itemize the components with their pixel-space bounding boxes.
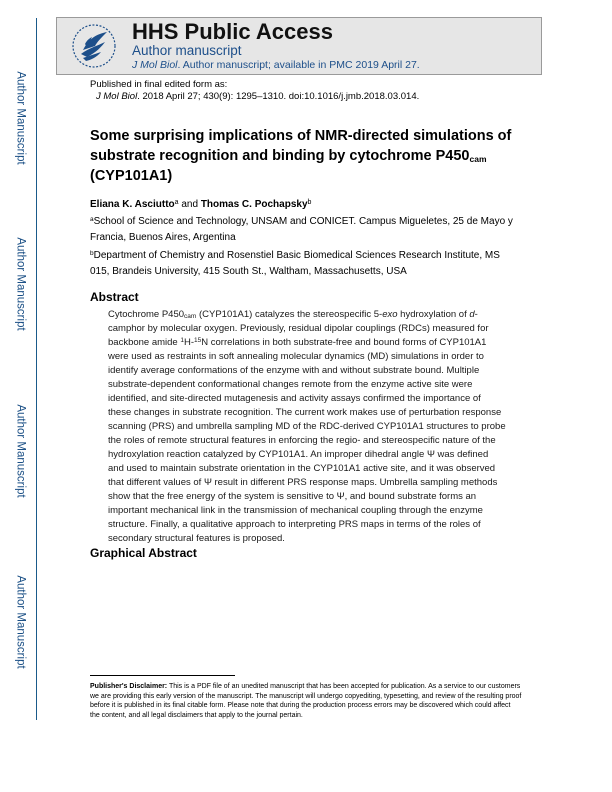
- abstract-text: Cytochrome P450: [108, 309, 185, 320]
- manuscript-type: Author manuscript: [132, 43, 242, 58]
- affiliation-mark: a: [90, 216, 94, 223]
- abstract-heading: Abstract: [90, 290, 139, 304]
- disclaimer-text: This is a PDF file of an unedited manuscript that has been accepted for publication. As a service to our customers we are providing this early version of the manuscript. The manuscript will undergo copyediting, typesetting, and review of the resulting proof before it is published in its final citable form. Please note that during the production process errors may be discovered which could affect the content, and all legal disclaimers that apply to the journal pertain.: [90, 683, 522, 719]
- citation-line: [96, 91, 419, 102]
- hhs-title: HHS Public Access: [132, 19, 333, 44]
- author-affil-mark: b: [307, 199, 312, 206]
- author-affil-mark: a: [174, 199, 179, 206]
- abstract-text: N correlations in both substrate-free and bound forms of CYP101A1 were used as restraints in soft annealing molecular dynamics (MD) simulations in order to identify average conformations of the enzyme with and without substrate bound. Multiple substrate-dependent conformational changes remote from the enzyme active site were identified, and site-directed mutagenesis and activity assays confirmed the importance of these changes in substrate recognition. The current work makes use of perturbation response scanning (PRS) and umbrella sampling MD of the RDC-derived CYP101A1 structures to probe the roles of remote structural features in enforcing the regio- and stereospecific nature of the hydroxylation reaction catalyzed by CYP101A1. An improper dihedral angle Ψ was defined and used to maintain substrate orientation in the CYP101A1 active site, and it was observed that different values of Ψ result in different PRS response maps. Umbrella sampling methods show that the free energy of the system is sensitive to Ψ, and bound substrate forms an important mechanical link in the transmission of mechanical coupling through the enzyme structure. Finally, a qualitative approach to interpreting PRS maps in terms of the roles of secondary structural features is proposed.: [108, 337, 506, 544]
- affiliation: [90, 248, 522, 279]
- abstract-text: H-: [183, 337, 195, 348]
- author-manuscript-text: Author Manuscript: [15, 575, 28, 669]
- hhs-eagle-logo-icon: [59, 20, 129, 72]
- abstract-italic: d: [469, 309, 475, 320]
- title-subscript: cam: [469, 154, 487, 164]
- author-manuscript-label: [13, 381, 29, 521]
- author-name: Thomas C. Pochapsky: [200, 199, 308, 210]
- abstract-text: (CYP101A1) catalyzes the stereospecific 5-: [196, 309, 383, 320]
- journal-name: J Mol Biol: [132, 59, 178, 71]
- margin-rule: [36, 18, 37, 720]
- author-manuscript-text: Author Manuscript: [15, 404, 28, 498]
- author-manuscript-text: Author Manuscript: [15, 71, 28, 165]
- graphical-abstract-heading: Graphical Abstract: [90, 546, 197, 560]
- author-joiner: and: [178, 199, 201, 210]
- author-manuscript-label: [13, 552, 29, 692]
- abstract-body: [108, 308, 506, 546]
- abstract-text: -camphor by molecular oxygen. Previously, residual dipolar couplings (RDCs) measured for backbone amide: [108, 309, 489, 348]
- publisher-disclaimer: [90, 682, 522, 720]
- affiliation-text: School of Science and Technology, UNSAM and CONICET. Campus Migueletes, 25 de Mayo y Francia, Buenos Aires, Argentina: [90, 216, 513, 243]
- affiliation: [90, 214, 522, 245]
- author-list: [90, 199, 311, 210]
- affiliation-text: Department of Chemistry and Rosenstiel Basic Biomedical Sciences Research Institute, MS 015, Brandeis University, 415 South St., Waltham, Massachusetts, USA: [90, 250, 500, 277]
- title-main: Some surprising implications of NMR-directed simulations of substrate recognition and binding by cytochrome P450: [90, 128, 512, 164]
- affiliation-mark: b: [90, 250, 94, 257]
- abstract-superscript: 1: [180, 337, 184, 344]
- author-manuscript-text: Author Manuscript: [15, 237, 28, 331]
- citation-details: . 2018 April 27; 430(9): 1295–1310. doi:10.1016/j.jmb.2018.03.014.: [137, 91, 420, 102]
- abstract-subscript: cam: [184, 313, 197, 320]
- author-manuscript-label: [13, 214, 29, 354]
- author-name: Eliana K. Asciutto: [90, 199, 175, 210]
- availability-line: [132, 59, 420, 71]
- citation-journal: J Mol Biol: [96, 91, 138, 102]
- published-label: Published in final edited form as:: [90, 79, 228, 90]
- title-end: (CYP101A1): [90, 168, 173, 184]
- availability-text: . Author manuscript; available in PMC 2019 April 27.: [177, 59, 420, 71]
- author-manuscript-label: [13, 48, 29, 188]
- hhs-public-access-banner: [56, 17, 542, 75]
- disclaimer-label: Publisher's Disclaimer:: [90, 683, 168, 690]
- footnote-rule: [90, 675, 235, 676]
- article-title: [90, 126, 530, 186]
- abstract-text: hydroxylation of: [397, 309, 470, 320]
- abstract-superscript: 15: [194, 337, 202, 344]
- abstract-italic: exo: [382, 309, 398, 320]
